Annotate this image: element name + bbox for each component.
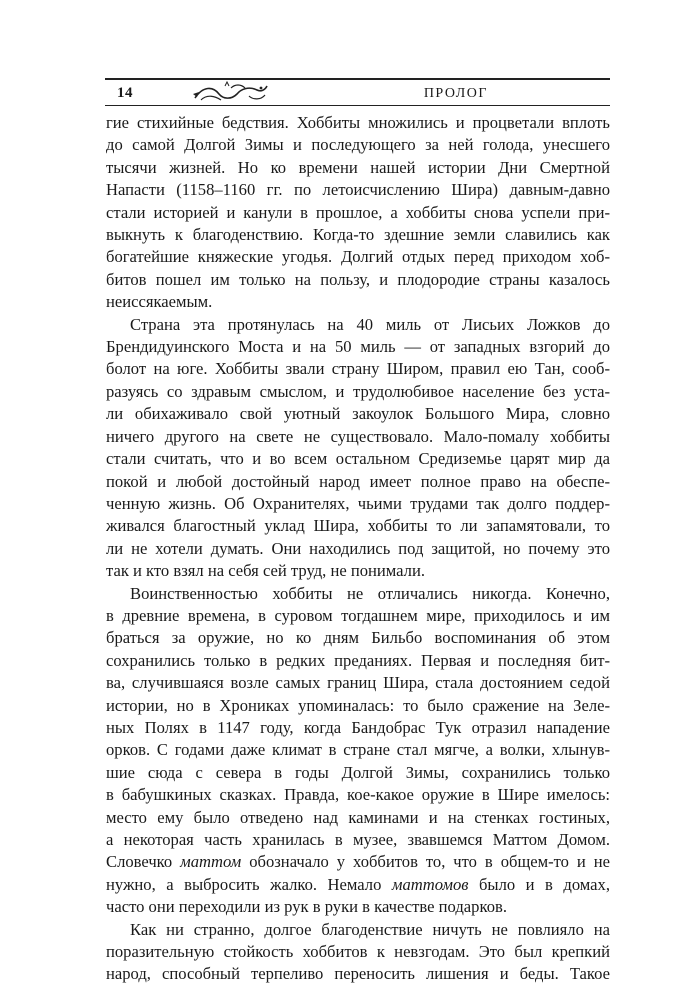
text-line: место ему было отведено над каминами и на стенках гостиных, [106, 807, 610, 827]
text-line: Напасти (1158–1160 гг. по летоисчислению Шира) давным-давно [106, 180, 610, 200]
text-line: браться за оружие, но ко дням Бильбо воспоминания об этом [106, 628, 610, 648]
text-line: шие сюда с севера в годы Долгой Зимы, сохранились только [106, 762, 610, 782]
text-line: а некоторая часть хранилась в музее, звавшемся Маттом Домом. [106, 830, 610, 849]
text-line: ных Полях в 1147 году, когда Бандобрас Тук отразил нападение [106, 717, 610, 737]
text-line: часто они переходили из рук в руки в качестве подарков. [106, 897, 507, 917]
body-text [106, 112, 610, 986]
text-line: Как ни странно, долгое благоденствие ничуть не повлияло на [130, 919, 610, 939]
text-line: в бабушкиных сказках. Правда, кое-какое оружие в Шире имелось: [106, 785, 610, 805]
text-line: стали историей и канули в прошлое, а хоббиты снова успели при- [106, 202, 610, 222]
text-line: ничего другого на свете не существовало. Мало-помалу хоббиты [106, 426, 610, 446]
paragraph-4 [106, 919, 610, 986]
text-line: ва, случившаяся возле самых границ Шира, стала достоянием седой [106, 673, 610, 693]
text-line: выкнуть к благоденствию. Когда-то здешние земли славились как [106, 225, 610, 245]
paragraph-1 [106, 112, 610, 314]
text-line: ченную жизнь. Об Охранителях, чьими трудами так долго поддер- [106, 493, 610, 513]
text-line [106, 874, 610, 896]
text-line: так и кто взял на себя сей труд, не понимали. [106, 561, 425, 581]
dragon-ornament-icon [191, 80, 271, 104]
text-line: богатейшие княжеские угодья. Долгий отдых перед приходом хоб- [106, 247, 610, 267]
text-line: стали считать, что и во всем остальном Средиземье царят мир да [106, 449, 610, 469]
header-rule-bottom [105, 105, 610, 106]
text-line: гие стихийные бедствия. Хоббиты множились и процветали вплоть [106, 113, 610, 132]
text-line: живался благостный уклад Шира, хоббиты то ли запамятовали, то [106, 516, 610, 536]
paragraph-2 [106, 314, 610, 583]
page-number: 14 [117, 85, 133, 101]
header-rule-top [105, 78, 610, 80]
text-line: разуясь со здравым смыслом, и трудолюбивое население без уста- [106, 381, 610, 401]
text-line: Воинственностью хоббиты не отличались никогда. Конечно, [130, 583, 610, 603]
text-line: покой и любой достойный народ имеет полное право на обеспе- [106, 471, 610, 491]
text-line: до самой Долгой Зимы и последующего за ней голода, унесшего [106, 135, 610, 155]
text-segment: нужно, а выбросить жалко. Немало [106, 874, 392, 894]
text-line: в древние времена, в суровом тогдашнем мире, приходилось и им [106, 605, 610, 625]
text-segment: Словечко [106, 852, 181, 872]
text-line: истории, но в Хрониках упоминалась: то было сражение на Зеле- [106, 695, 610, 715]
text-segment: было и в домах, [468, 874, 610, 894]
text-line: Брендидуинского Моста и на 50 миль — от западных взгорий до [106, 337, 610, 357]
text-line: орков. С годами даже климат в стране стал мягче, а волки, хлынув- [106, 740, 610, 760]
text-line [106, 851, 610, 873]
text-line: тысячи жизней. Но ко времени нашей истории Дни Смертной [106, 157, 610, 177]
text-segment: обозначало у хоббитов то, что в общем-то и не [241, 852, 610, 872]
text-line: битов пошел им только на пользу, и плодородие страны казалось [106, 269, 610, 289]
paragraph-3 [106, 583, 610, 919]
text-line: ли не хотели думать. Они находились под защитой, но почему это [106, 538, 610, 558]
text-line: народ, способный терпеливо переносить лишения и беды. Такое [106, 964, 610, 984]
running-head: ПРОЛОГ [423, 86, 488, 101]
text-line: Страна эта протянулась на 40 миль от Лисьих Ложков до [130, 314, 610, 334]
text-line: ли обихаживало свой уютный закоулок Большого Мира, словно [106, 404, 610, 424]
text-line: болот на юге. Хоббиты звали страну Широм, правил ею Тан, сооб- [106, 359, 610, 379]
text-line: поразительную стойкость хоббитов к невзгодам. Это был крепкий [106, 942, 610, 962]
italic-term: маттомов [391, 874, 469, 894]
page-header [105, 78, 610, 108]
text-line: неиссякаемым. [106, 292, 213, 312]
text-line: сохранились только в редких преданиях. Первая и последняя бит- [106, 650, 610, 670]
italic-term: маттом [180, 852, 242, 872]
